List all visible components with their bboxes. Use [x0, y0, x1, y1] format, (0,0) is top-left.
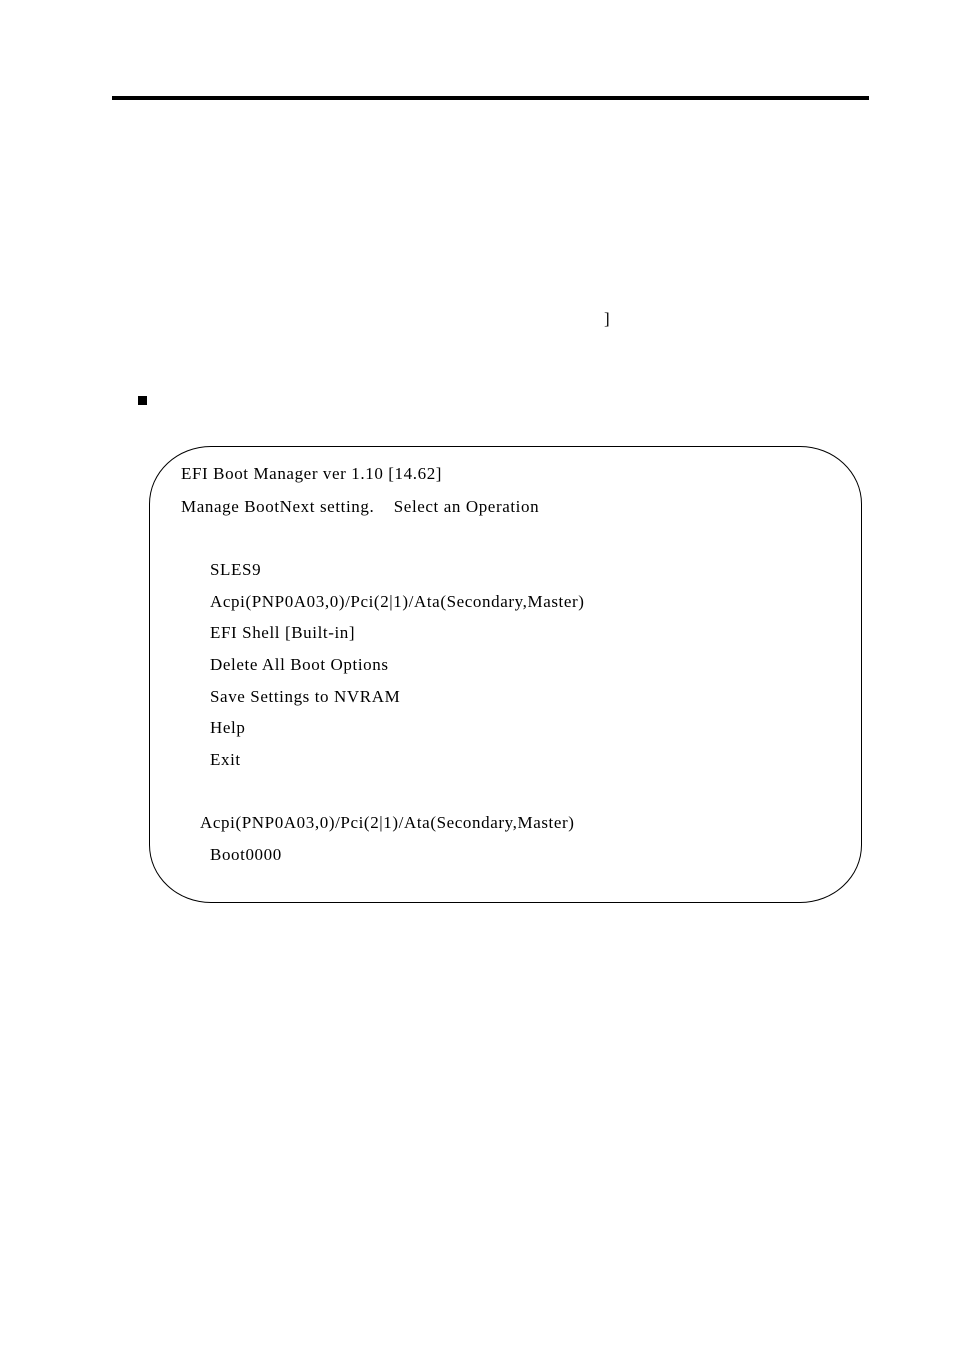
menu-option-exit[interactable]: Exit — [210, 750, 241, 769]
selected-boot-entry: Boot0000 — [210, 845, 282, 864]
header-rule — [112, 96, 869, 100]
menu-option-acpi-path[interactable]: Acpi(PNP0A03,0)/Pci(2|1)/Ata(Secondary,Master) — [210, 592, 585, 611]
menu-option-save-nvram[interactable]: Save Settings to NVRAM — [210, 687, 401, 706]
efi-operation-prompt: Manage BootNext setting. Select an Operation — [181, 497, 540, 516]
menu-option-help[interactable]: Help — [210, 718, 246, 737]
menu-option-delete-all[interactable]: Delete All Boot Options — [210, 655, 389, 674]
selected-device-path: Acpi(PNP0A03,0)/Pci(2|1)/Ata(Secondary,Master) — [200, 813, 575, 832]
stray-bracket-text: ] — [604, 309, 610, 328]
menu-option-efi-shell[interactable]: EFI Shell [Built-in] — [210, 623, 356, 642]
square-bullet-icon — [138, 396, 147, 405]
menu-option-sles9[interactable]: SLES9 — [210, 560, 262, 579]
efi-boot-manager-title: EFI Boot Manager ver 1.10 [14.62] — [181, 464, 443, 483]
